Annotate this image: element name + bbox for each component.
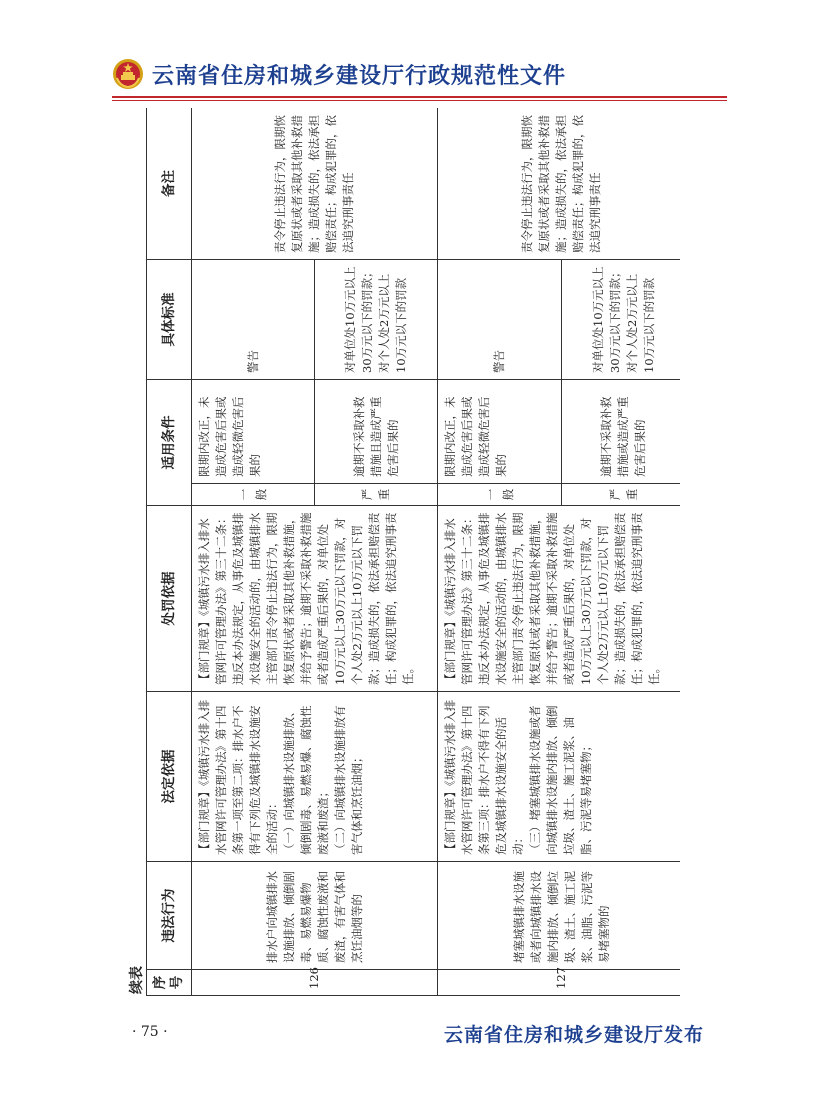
publisher-label: 云南省住房和城乡建设厅发布 [443,1024,704,1046]
table-sheet [128,108,680,996]
severity-general-label: 一般 [192,484,315,506]
header-violation: 违法行为 [147,862,192,970]
row-violation: 堵塞城镇排水设施或者向城镇排水设施内排放、倾倒垃圾、渣土、施工泥浆、油脂、污泥等易堵塞物的 [438,862,681,970]
serious-condition: 逾期不采取补救措施或造成严重危害后果的 [562,380,681,484]
severity-general-label: 一般 [438,484,562,506]
legal-basis-line: 【部门规章】《城镇污水排入排水管网许可管理办法》第十四条第三项：排水户不得有下列危及城镇排水设施安全的活动： [443,699,525,855]
serious-condition: 逾期不采取补救措施且造成严重危害后果的 [315,380,438,484]
table-row [438,108,562,996]
header-remarks: 备注 [147,108,192,260]
row-penalty-basis: 【部门规章】《城镇污水排入排水管网许可管理办法》第三十二条：违反本办法规定，从事危及城镇排水设施安全的活动的，由城镇排水主管部门责令停止违法行为，限期恢复原状或者采取其他补救措施，并给予警告；逾期不采取补救措施或者造成严重后果的，对单位处10万元以上30万元以下罚款，对个人处2万元以上10万元以下罚款；造成损失的，依法承担赔偿责任；构成犯罪的，依法追究刑事责任。 [192,506,438,692]
row-seq: 126 [192,970,438,996]
general-standard: 警告 [192,260,315,380]
row-remarks: 责令停止违法行为，限期恢复原状或者采取其他补救措施；造成损失的，依法承担赔偿责任；构成犯罪的，依法追究刑事责任 [192,108,438,260]
continued-table-label: 续表 [129,966,145,994]
severity-serious-label: 严重 [315,484,438,506]
header-penalty-basis: 处罚依据 [147,506,192,692]
severity-serious-label: 严重 [562,484,681,506]
general-condition: 限期内改正，未造成危害后果或造成轻微危害后果的 [438,380,562,484]
legal-basis-line: （三）堵塞城镇排水设施或者向城镇排水设施内排放、倾倒垃圾、渣土、施工泥浆、油脂、污泥等易堵塞物； [528,705,593,855]
row-remarks: 责令停止违法行为，限期恢复原状或者采取其他补救措施；造成损失的，依法承担赔偿责任；构成犯罪的，依法追究刑事责任 [438,108,681,260]
legal-basis-line: 【部门规章】《城镇污水排入排水管网许可管理办法》第十四条第一项至第二项：排水户不得有下列危及城镇排水设施安全的活动： [197,699,279,855]
header-legal-basis: 法定依据 [147,692,192,862]
row-seq: 127 [438,970,681,996]
page-header [112,56,566,92]
header-seq: 序号 [147,970,192,996]
row-legal-basis [438,692,681,862]
header-conditions: 适用条件 [147,380,192,506]
national-emblem-icon [112,58,144,90]
serious-standard: 对单位处10万元以上30万元以下的罚款；对个人处2万元以上10万元以下的罚款 [562,260,681,380]
row-violation: 排水户向城镇排水设施排放、倾倒剧毒、易燃易爆物质、腐蚀性废液和废渣，有害气体和烹饪油烟等的 [192,862,438,970]
rotated-table-area [128,108,680,996]
row-legal-basis [192,692,438,862]
page-number: · 75 · [132,1024,168,1040]
serious-standard: 对单位处10万元以上30万元以下的罚款；对个人处2万元以上10万元以下的罚款 [315,260,438,380]
header-rule [112,96,727,98]
legal-basis-line: （一）向城镇排水设施排放、倾倒剧毒、易燃易爆、腐蚀性废液和废渣； [282,705,330,855]
header-rule-thin [112,100,727,101]
legal-basis-line: （二）向城镇排水设施排放有害气体和烹饪油烟； [333,705,364,855]
row-penalty-basis: 【部门规章】《城镇污水排入排水管网许可管理办法》第三十二条：违反本办法规定，从事危及城镇排水设施安全的活动的，由城镇排水主管部门责令停止违法行为，限期恢复原状或者采取其他补救措施，并给予警告；逾期不采取补救措施或者造成严重后果的，对单位处10万元以上30万元以下罚款，对个人处2万元以上10万元以下罚款；造成损失的，依法承担赔偿责任；构成犯罪的，依法追究刑事责任。 [438,506,681,692]
general-condition: 限期内改正，未造成危害后果或造成轻微危害后果的 [192,380,315,484]
header-standard: 具体标准 [147,260,192,380]
document-series-title: 云南省住房和城乡建设厅行政规范性文件 [152,63,567,89]
penalty-standards-table [146,108,680,996]
general-standard: 警告 [438,260,562,380]
table-header-row [147,108,192,996]
table-row [192,108,315,996]
